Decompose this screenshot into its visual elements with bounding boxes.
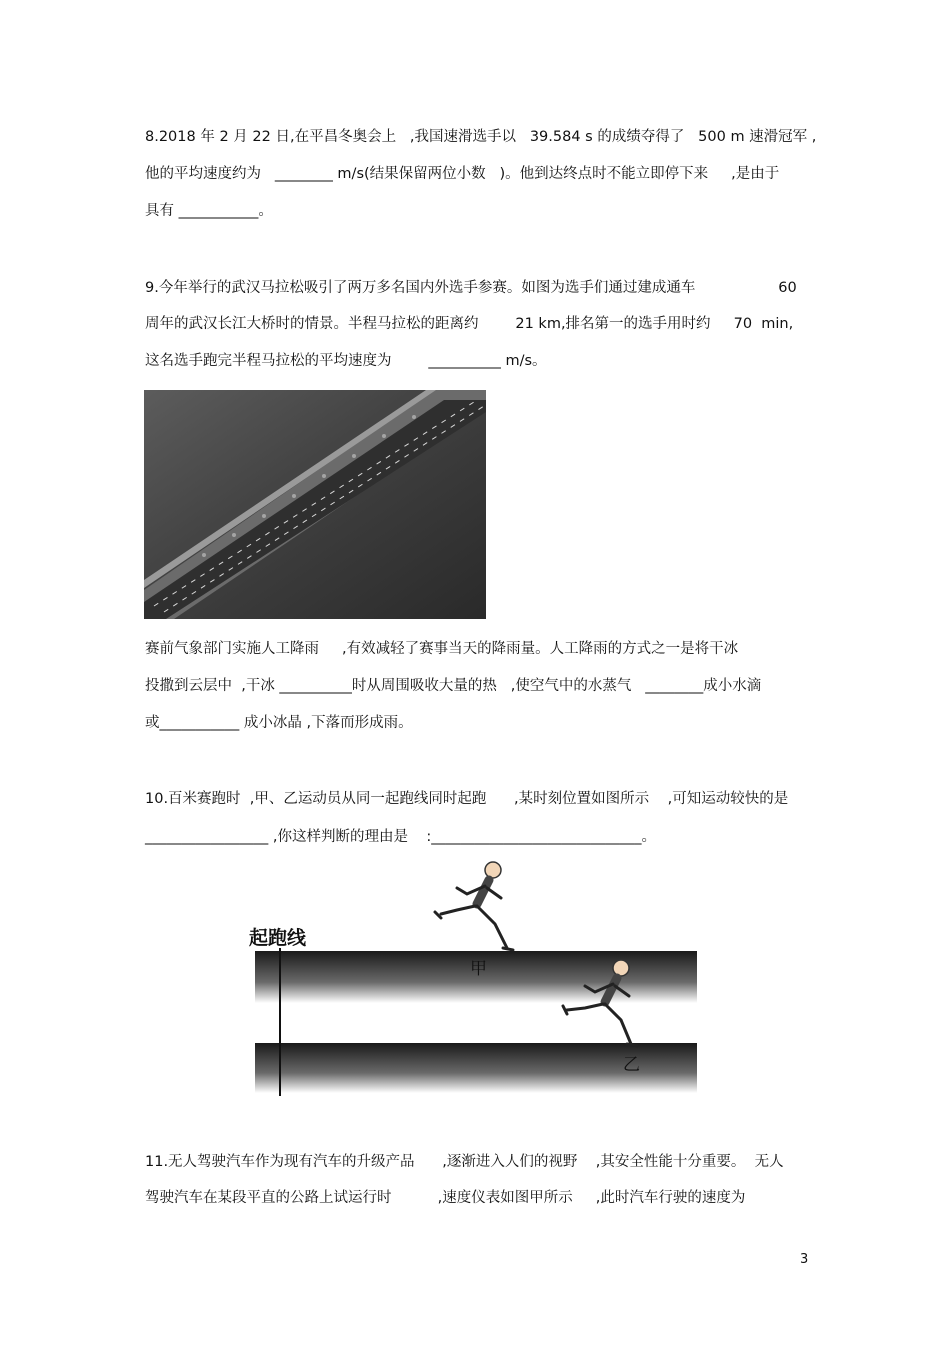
bridge-marathon-photo <box>144 390 486 619</box>
q8-line-1: 8.2018 年 2 月 22 日,在平昌冬奥会上 ,我国速滑选手以 39.584 s 的成绩夺得了 500 m 速滑冠军 , <box>145 129 817 145</box>
q11-line-2: 驾驶汽车在某段平直的公路上试运行时 ,速度仪表如图甲所示 ,此时汽车行驶的速度为 <box>145 1190 746 1206</box>
runner-b-label: 乙 <box>623 1055 640 1075</box>
q11-line-1: 11.无人驾驶汽车作为现有汽车的升级产品 ,逐渐进入人们的视野 ,其安全性能十分重要。 无人 <box>145 1154 784 1170</box>
bridge-photo-drawing <box>144 390 486 619</box>
runner-a-figure <box>435 862 513 950</box>
q9-line-3: 这名选手跑完半程马拉松的平均速度为 __________ m/s。 <box>145 353 547 369</box>
race-diagram <box>245 858 705 1098</box>
q9-line-5: 投撒到云层中 ,干冰 __________时从周围吸收大量的热 ,使空气中的水蒸气 ________成小水滴 <box>145 678 762 694</box>
sprint-race-figure <box>245 858 705 1098</box>
q8-line-2: 他的平均速度约为 ________ m/s(结果保留两位小数 )。他到达终点时不能立即停下来 ,是由于 <box>145 166 780 182</box>
q9-line-6: 或___________ 成小冰晶 ,下落而形成雨。 <box>145 715 413 731</box>
q10-line-2: _________________ ,你这样判断的理由是 :_____________________________。 <box>145 829 657 845</box>
q9-line-4: 赛前气象部门实施人工降雨 ,有效减轻了赛事当天的降雨量。人工降雨的方式之一是将干冰 <box>145 641 739 657</box>
start-line-label: 起跑线 <box>249 927 307 949</box>
q9-line-2: 周年的武汉长江大桥时的情景。半程马拉松的距离约 21 km,排名第一的选手用时约 70 min, <box>145 316 794 332</box>
page-number: 3 <box>800 1252 809 1267</box>
q8-line-3: 具有 ___________。 <box>145 203 273 219</box>
q10-line-1: 10.百米赛跑时 ,甲、乙运动员从同一起跑线同时起跑 ,某时刻位置如图所示 ,可知运动较快的是 <box>145 791 789 807</box>
q9-line-1: 9.今年举行的武汉马拉松吸引了两万多名国内外选手参赛。如图为选手们通过建成通车 60 <box>145 280 797 296</box>
runner-a-label: 甲 <box>470 959 487 979</box>
